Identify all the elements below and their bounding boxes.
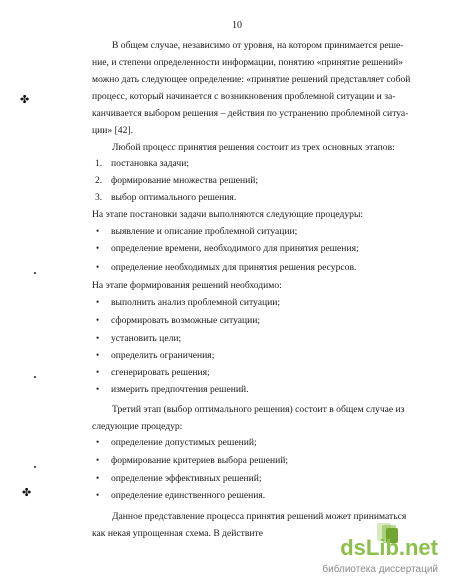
list-item: определение эффективных решений; <box>111 473 262 484</box>
closing-line: Данное представление процесса принятия решений может приниматься <box>112 511 407 522</box>
list-item: определение необходимых для принятия решения ресурсов. <box>111 262 357 273</box>
list-item: формирование множества решений; <box>111 175 259 186</box>
bullet-icon: • <box>96 297 100 307</box>
bullet-icon: • <box>96 243 100 253</box>
closing-line: как некая упрощенная схема. В действите <box>92 528 263 539</box>
list-item: установить цели; <box>111 333 182 344</box>
list-item: определение допустимых решений; <box>111 437 257 448</box>
list-item: определение времени, необходимого для принятия решения; <box>111 243 359 254</box>
list-item: определить ограничения; <box>111 350 215 361</box>
list-item: сгенерировать решения; <box>111 367 210 378</box>
bullet-icon: • <box>96 384 100 394</box>
bullet-icon: • <box>96 226 100 236</box>
stage3-intro-line: следующие процедур: <box>92 421 183 432</box>
bullet-icon: • <box>96 315 100 325</box>
bullet-icon: • <box>96 367 100 377</box>
list-item: измерить предпочтения решений. <box>111 384 249 395</box>
bullet-icon: • <box>96 262 100 272</box>
scan-dot <box>34 376 36 378</box>
scan-dot <box>34 272 36 274</box>
bullet-icon: • <box>96 333 100 343</box>
scan-mark: ✤ <box>20 94 30 106</box>
bullet-icon: • <box>96 350 100 360</box>
stage2-intro: На этапе формирования решений необходимо: <box>92 280 282 291</box>
stages-intro: Любой процесс принятия решения состоит из трех основных этапов: <box>112 142 395 153</box>
bullet-icon: • <box>96 437 100 447</box>
watermark-brand[interactable]: dsLib.net <box>340 535 438 560</box>
list-item-number: 3. <box>95 192 103 203</box>
text-line: ние, и степени определенности информации, понятию «принятие решений» <box>92 57 404 68</box>
text-line: можно дать следующее определение: «принятие решений представляет собой <box>92 74 411 85</box>
bullet-icon: • <box>96 455 100 465</box>
list-item-number: 2. <box>95 175 103 186</box>
list-item: формирование критериев выбора решений; <box>111 455 289 466</box>
list-item: постановка задачи; <box>111 158 190 169</box>
watermark-subtitle: библиотека диссертаций <box>322 564 438 575</box>
list-item: выявление и описание проблемной ситуации; <box>111 226 298 237</box>
stage3-intro-line: Третий этап (выбор оптимального решения) состоит в общем случае из <box>112 404 405 415</box>
bullet-icon: • <box>96 490 100 500</box>
text-line: процесс, который начинается с возникновения проблемной ситуации и за- <box>92 91 396 102</box>
text-line: В общем случае, независимо от уровня, на котором принимается реше- <box>112 40 404 51</box>
scan-dot <box>34 466 36 468</box>
list-item-number: 1. <box>95 158 103 169</box>
list-item: определение единственного решения. <box>111 490 266 501</box>
list-item: сформировать возможные ситуации; <box>111 315 261 326</box>
text-line: канчивается выбором решения – действия по устранению проблемной ситуа- <box>92 108 409 119</box>
scan-mark: ✤ <box>22 487 32 499</box>
stage1-intro: На этапе постановки задачи выполняются следующие процедуры: <box>92 209 364 220</box>
text-line: ции» [42]. <box>92 125 133 136</box>
page-number: 10 <box>232 20 242 31</box>
bullet-icon: • <box>96 473 100 483</box>
list-item: выбор оптимального решения. <box>111 192 237 203</box>
list-item: выполнить анализ проблемной ситуации; <box>111 297 281 308</box>
